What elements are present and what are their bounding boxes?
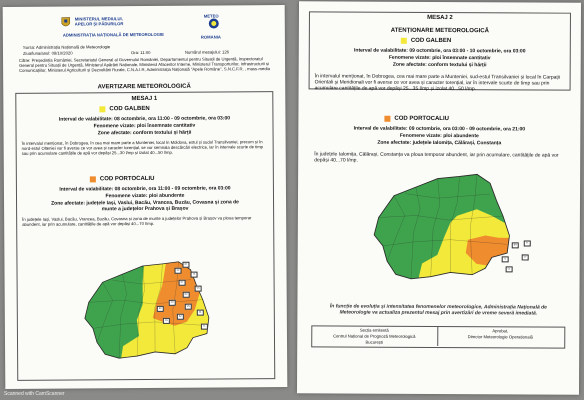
approved-label: Aprobat, <box>492 328 509 334</box>
romania-warning-map-2 <box>344 172 541 293</box>
yellow-zones-2: Zone afectate: conform textului și hărții <box>392 61 487 69</box>
yellow-description: În intervalul menționat, în Dobrogea, în cea mai mare parte a Munteniei, local în Moldova, estul și sudul Transilvaniei, precum și în nord-estul Olteniei vor fi averse ce vor avea și caracter torențial, se vor semnala descărcări electrice, iar în intervale scurte de timp sau prin acumulare cantitățile de apă vor depăși 25...30 l/mp și izolat 40...50 l/mp. <box>21 139 264 156</box>
meteo-logo-text: METEO <box>203 13 219 19</box>
warning-page-message-2 <box>297 1 581 394</box>
yellow-validity-2: Interval de valabilitate: 09 octombrie, ora 03:00 - 10 octombrie, ora 03:00 <box>354 47 526 55</box>
yellow-phenomena-2: Fenomene vizate: ploi însemnate cantitativ <box>388 54 491 62</box>
map-1-county-IS: IS <box>191 272 198 278</box>
map-2-county-CT: CT <box>522 254 529 260</box>
map-2-county-BR: BR <box>512 242 519 248</box>
yellow-code-swatch-2 <box>401 38 407 44</box>
orange-code-swatch <box>90 176 96 182</box>
orange-zones: Zone afectate: județele Iași, Vaslui, Bacău, Vrancea, Buzău, Covasna și zona de munte a județelor Prahova și Brașov <box>51 199 239 213</box>
orange-validity: Interval de valabilitate: 08 octombrie, ora 11:00 - 09 octombrie, ora 03:00 <box>59 185 231 193</box>
coat-of-arms-icon <box>61 17 71 29</box>
recipients-text: Către: Președinția României, Secretariatul General al Guvernului României, Departamentul pentru Situații de Urgență, Inspectoratul General pentru Situații de Urgență, Ministerul Apărării Naționale, Ministerul Afacerilor Interne, Ministerul Transporturilor, Infrastructurii și Comunicațiilor, Ministerul Agriculturii și Dezvoltării Rurale, C.N.A.I.R, Administrația Națională "Apele Române", S.N.C.F.R. , mass-media <box>19 56 270 73</box>
update-note: În funcție de evoluția și intensitatea fenomenelor meteorologice, Administrația Națională de Meteorologie va actualiza prezentul mesaj prin avertizări de vreme severă imediată. <box>329 303 547 317</box>
ministry-name: MINISTERUL MEDIULUI, APELOR ȘI PĂDURILOR <box>74 16 124 27</box>
source-line: Sursa: Administrația Națională de Meteorologie <box>22 44 111 50</box>
yellow-validity: Interval de valabilitate: 08 octombrie, ora 11:00 - 09 octombrie, ora 03:00 <box>58 115 231 123</box>
orange-description-2: În județele Ialomița, Călărași, Constanța va ploua temporar abundent, iar prin acumulare, cantitățile de apă vor depăși 40...70 l/mp. <box>314 151 559 164</box>
orange-zones-2: Zone afectate: județele Ialomița, Călărași, Constanța <box>377 139 502 147</box>
map-1-county-BT: BT <box>182 262 189 268</box>
warning-page-message-1 <box>3 5 288 389</box>
info-title: ATENȚIONARE METEOROLOGICĂ <box>390 27 489 35</box>
map-1-county-GL: GL <box>197 310 204 316</box>
romania-logo-text: ROMANIA <box>200 34 221 40</box>
date-line: Ziua/luna/anul: 08/10/2020 <box>22 50 73 56</box>
map-1-county-NT: NT <box>179 280 186 286</box>
map-1-county-VN: VN <box>185 304 192 310</box>
yellow-phenomena: Fenomene vizate: ploi însemnate cantitativ <box>93 122 196 130</box>
scanner-watermark: Scanned with CamScanner <box>4 391 65 397</box>
map-1-county-BZ: BZ <box>177 314 184 320</box>
map-2-county-TL: TL <box>524 240 531 246</box>
orange-phenomena-2: Fenomene vizate: ploi abundente <box>399 132 479 140</box>
map-1-county-VS: VS <box>195 286 202 292</box>
orange-code-swatch-2 <box>384 116 390 122</box>
warning-title: AVERTIZARE METEOROLOGICĂ <box>97 83 191 91</box>
map-1-county-CV: CV <box>169 300 176 306</box>
yellow-zones: Zone afectate: conform textului și hărții <box>97 129 192 137</box>
map-1-county-PH: PH <box>163 318 170 324</box>
map-2-county-CL: CL <box>506 266 513 272</box>
map-1-county-TL: TL <box>201 324 208 330</box>
agency-name: ADMINISTRAȚIA NAȚIONALĂ DE METEOROLOGIE <box>62 31 164 38</box>
yellow-code-label-2: COD GALBEN <box>410 37 452 45</box>
issued-label: Secția emitentă <box>359 327 389 333</box>
yellow-description-2: În intervalul menționat, în Dobrogea, cea mai mare parte a Munteniei, sud-estul Transilvaniei și local în Carpații Orientali și Meridionali vor fi averse ce vor avea și caracter torențial, iar în intervale scurte de timp sau prin acumulare cantitățile de apă vor depăși 25...35 l/mp și izolat 40...50 l/mp. <box>314 73 561 93</box>
yellow-code-label: COD GALBEN <box>109 105 150 113</box>
orange-description: În județele Iași, Vaslui, Bacău, Vrancea, Buzău, Covasna și zona de munte a județelor Prahova și Brașov va ploua temporar abundent, iar prin acumulare, cantitățile de apă vor depăși 40...70 l/mp. <box>22 215 252 227</box>
issued-by: Centrul Național de Prognoză Meteorologică <box>333 333 416 339</box>
time-line: Ora: 11:00 <box>130 49 151 56</box>
orange-code-label-2: COD PORTOCALIU <box>394 115 449 123</box>
orange-phenomena: Fenomene vizate: ploi abundente <box>105 192 185 200</box>
orange-validity-2: Interval de valabilitate: 09 octombrie, ora 03:00 - 09 octombrie, ora 21:00 <box>353 125 526 133</box>
map-2-county-IL: IL <box>502 256 509 262</box>
issued-city: București <box>365 339 383 345</box>
message-2-title: MESAJ 2 <box>427 14 453 22</box>
map-1-county-SV: SV <box>174 268 181 274</box>
approved-by: Director Meteorologie Operațională <box>467 334 533 340</box>
map-1-county-BV: BV <box>157 306 164 312</box>
message-number: Numărul mesajului: 126 <box>184 49 230 55</box>
yellow-code-swatch <box>99 106 105 112</box>
map-1-county-BC: BC <box>183 292 190 298</box>
message-1-title: MESAJ 1 <box>131 95 158 103</box>
orange-code-label: COD PORTOCALIU <box>99 175 155 183</box>
